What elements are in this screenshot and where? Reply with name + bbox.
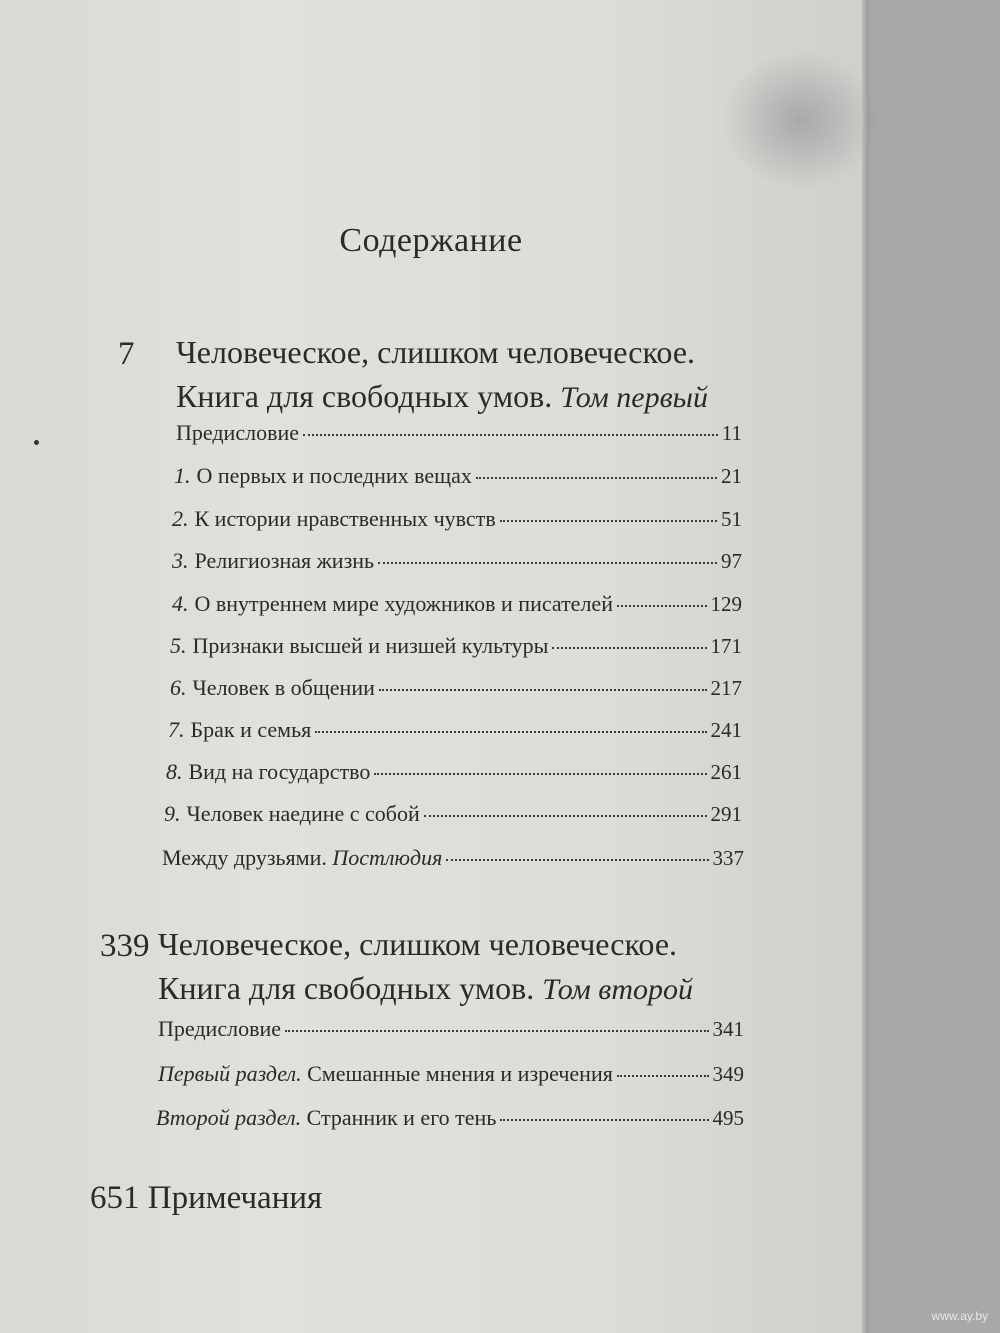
toc-entry-page: 129 [710, 592, 742, 616]
toc-entry-v1-9[interactable] [164, 801, 742, 827]
leader-dots [285, 1030, 709, 1032]
toc-entry-label: О первых и последних вещах [196, 463, 472, 488]
toc-entry-label: Человек наедине с собой [186, 801, 420, 826]
toc-entry-italic: Первый раздел. [158, 1061, 302, 1086]
toc-entry-page: 51 [721, 507, 742, 531]
toc-entry-number: 3. [172, 548, 189, 573]
toc-entry-page: 495 [712, 1106, 744, 1130]
leader-dots [617, 1075, 709, 1077]
toc-entry-v1-4[interactable] [172, 591, 742, 617]
leader-dots [552, 647, 706, 649]
volume2-title [158, 922, 693, 1012]
toc-notes[interactable] [90, 1180, 322, 1217]
toc-entry-label: Вид на государство [188, 759, 371, 784]
toc-entry-v2-part2[interactable] [156, 1105, 744, 1131]
toc-entry-page: 349 [712, 1062, 744, 1086]
toc-entry-label: К истории нравственных чувств [194, 506, 496, 531]
toc-entry-label: Брак и семья [190, 717, 312, 742]
toc-entry-number: 5. [170, 633, 187, 658]
toc-entry-v1-preface[interactable] [176, 420, 742, 446]
toc-entry-label: Странник и его тень [306, 1105, 497, 1130]
volume2-title-italic: Том второй [542, 973, 693, 1006]
toc-entry-number: 4. [172, 591, 189, 616]
leader-dots [446, 859, 708, 861]
volume1-title-line1: Человеческое, слишком человеческое. [176, 334, 696, 370]
volume1-title-italic: Том первый [560, 381, 708, 414]
toc-entry-page: 341 [712, 1017, 744, 1041]
toc-entry-italic: Постлюдия [332, 845, 443, 870]
leader-dots [500, 1119, 708, 1121]
toc-entry-v1-7[interactable] [168, 717, 742, 743]
toc-entry-v1-1[interactable] [174, 463, 742, 489]
toc-entry-v2-part1[interactable] [158, 1061, 744, 1087]
toc-entry-page: 241 [710, 718, 742, 742]
notes-page-number: 651 [90, 1180, 140, 1216]
volume2-page-number: 339 [100, 928, 150, 964]
toc-entry-v1-postlude[interactable] [162, 845, 744, 871]
volume2-title-main: Книга для свободных умов. [158, 970, 535, 1006]
volume1-page-number: 7 [118, 336, 135, 372]
volume2-title-line2 [158, 966, 693, 1012]
volume1-title-main: Книга для свободных умов. [176, 378, 553, 414]
toc-entry-page: 291 [710, 802, 742, 826]
toc-entry-italic: Второй раздел. [156, 1105, 302, 1130]
toc-entry-number: 6. [170, 675, 187, 700]
leader-dots [378, 562, 717, 564]
toc-entry-number: 2. [172, 506, 189, 531]
toc-entry-number: 8. [166, 759, 183, 784]
toc-entry-label: Предисловие [176, 420, 299, 445]
toc-entry-label: Человек в общении [192, 675, 375, 700]
toc-entry-page: 171 [710, 634, 742, 658]
page-speck [34, 440, 39, 445]
page-edge [862, 0, 868, 1333]
volume1-title-line2 [176, 374, 708, 420]
volume2-title-line1: Человеческое, слишком человеческое. [158, 926, 678, 962]
toc-entry-page: 217 [710, 676, 742, 700]
toc-entry-v1-3[interactable] [172, 548, 742, 574]
leader-dots [315, 731, 706, 733]
toc-entry-label: Предисловие [158, 1016, 281, 1041]
notes-label: Примечания [147, 1180, 323, 1216]
leader-dots [476, 477, 717, 479]
toc-entry-v1-2[interactable] [172, 506, 742, 532]
toc-entry-label: О внутреннем мире художников и писателей [194, 591, 613, 616]
leader-dots [374, 773, 706, 775]
leader-dots [424, 815, 707, 817]
toc-entry-label: Между друзьями. [162, 845, 327, 870]
toc-entry-number: 7. [168, 717, 185, 742]
toc-entry-page: 11 [721, 421, 742, 445]
toc-title: Содержание [339, 222, 523, 259]
toc-entry-label: Смешанные мнения и изречения [307, 1061, 613, 1086]
toc-entry-label: Признаки высшей и низшей культуры [192, 633, 549, 658]
light-shadow [720, 50, 880, 190]
toc-entry-page: 337 [712, 846, 744, 870]
volume1-title [176, 330, 708, 420]
toc-entry-v2-preface[interactable] [158, 1016, 744, 1042]
toc-entry-v1-8[interactable] [166, 759, 742, 785]
watermark: www.ay.by [931, 1309, 988, 1323]
toc-entry-label: Религиозная жизнь [194, 548, 375, 573]
toc-entry-number: 1. [174, 463, 191, 488]
toc-entry-page: 21 [721, 464, 742, 488]
leader-dots [500, 520, 717, 522]
toc-entry-page: 261 [710, 760, 742, 784]
toc-entry-v1-6[interactable] [170, 675, 742, 701]
toc-entry-v1-5[interactable] [170, 633, 742, 659]
toc-entry-number: 9. [164, 801, 181, 826]
leader-dots [379, 689, 707, 691]
leader-dots [303, 434, 718, 436]
toc-entry-page: 97 [721, 549, 742, 573]
leader-dots [617, 605, 707, 607]
